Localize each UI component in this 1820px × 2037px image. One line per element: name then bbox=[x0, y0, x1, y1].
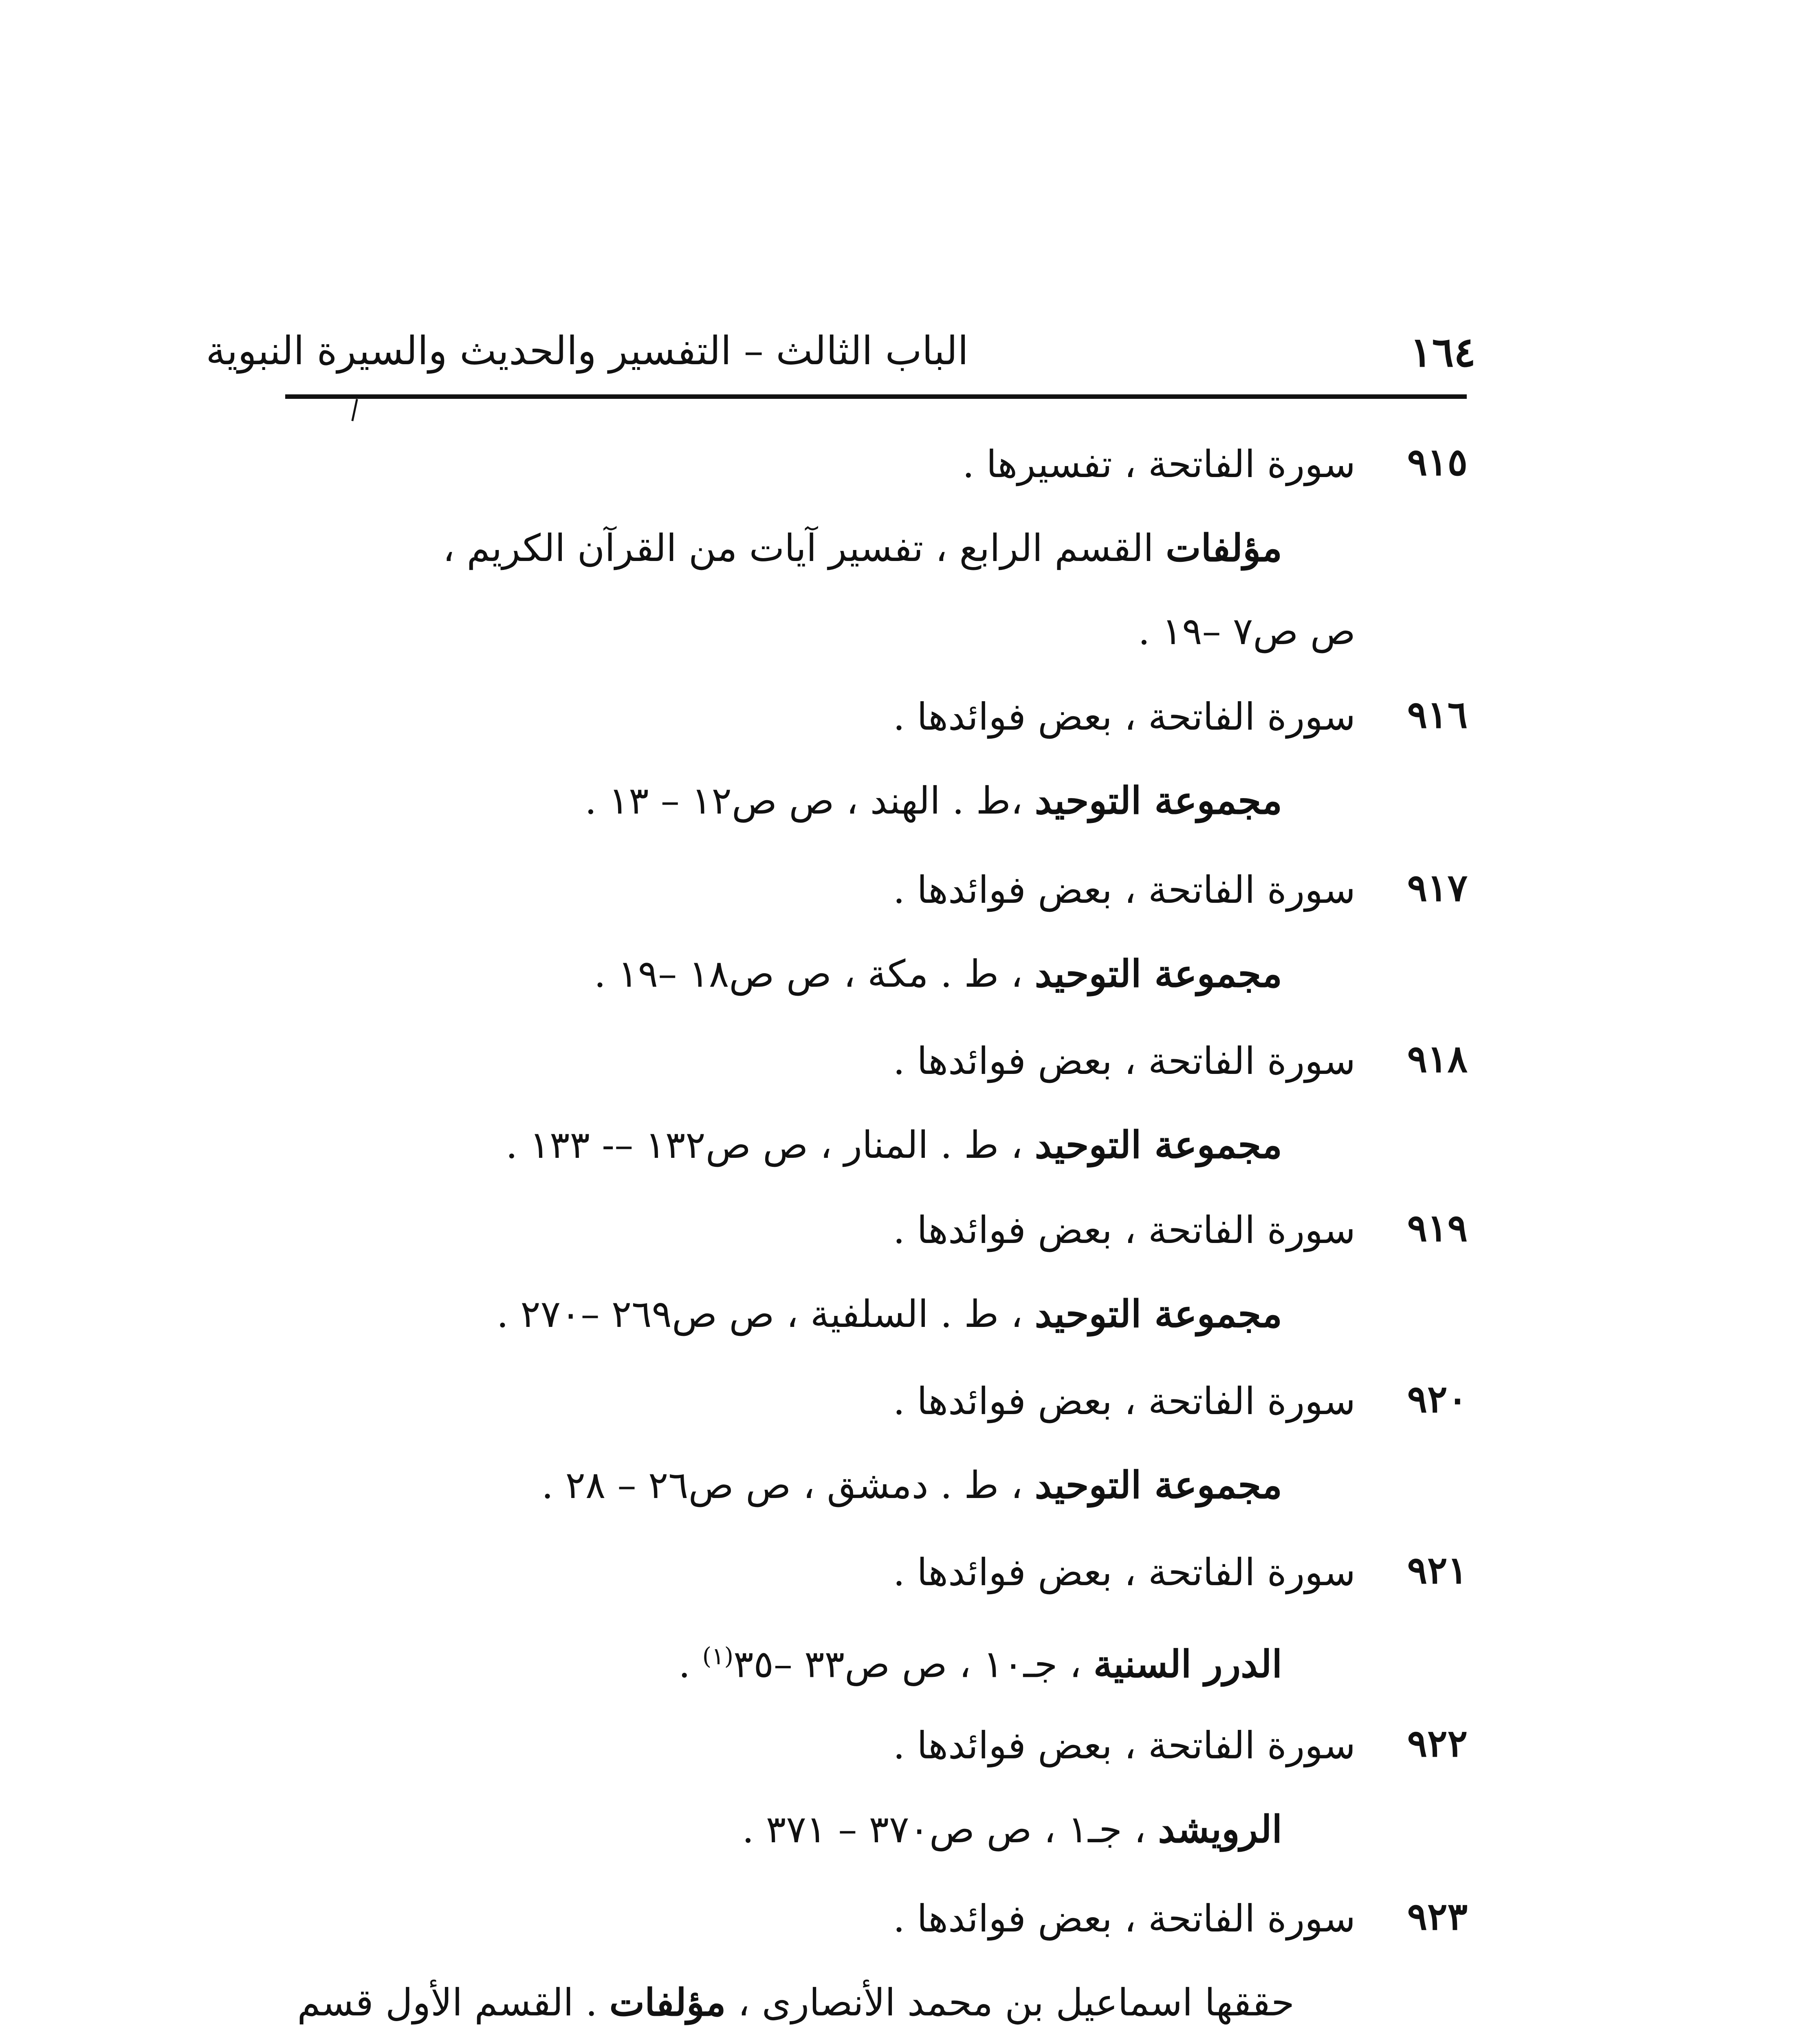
entry-source bbox=[297, 1978, 1294, 2027]
entry-source bbox=[678, 1632, 1282, 1689]
entry-title: سورة الفاتحة ، بعض فوائدها . bbox=[893, 1039, 1356, 1083]
source-name: الدرر السنية bbox=[1093, 1642, 1282, 1686]
source-detail: ، جـ١ ، ص ص٣٧٠ – ٣٧١ . bbox=[742, 1808, 1158, 1851]
entry-source bbox=[443, 524, 1282, 573]
entry-title: سورة الفاتحة ، بعض فوائدها . bbox=[893, 1379, 1356, 1423]
entry-number: ٩٢١ bbox=[1407, 1548, 1468, 1592]
source-name: مجموعة التوحيد bbox=[1034, 1292, 1282, 1336]
pen-mark bbox=[351, 399, 358, 421]
source-detail: ،ط . الهند ، ص ص١٢ – ١٣ . bbox=[585, 779, 1035, 823]
source-name: مجموعة التوحيد bbox=[1034, 1123, 1282, 1167]
source-name: مجموعة التوحيد bbox=[1034, 1463, 1282, 1507]
source-prefix: حققها اسماعيل بن محمد الأنصارى ، bbox=[726, 1981, 1294, 2024]
entry-source bbox=[541, 1461, 1282, 1510]
footnote-marker: (١) bbox=[702, 1642, 734, 1670]
source-detail: ، ط . المنار ، ص ص١٣٢ –- ١٣٣ . bbox=[506, 1123, 1035, 1167]
entry-number: ٩١٩ bbox=[1407, 1206, 1468, 1250]
page-number: ١٦٤ bbox=[1410, 328, 1476, 376]
header-rule bbox=[285, 394, 1467, 399]
entry-source bbox=[506, 1120, 1282, 1170]
entry-source bbox=[742, 1805, 1282, 1854]
entry-source bbox=[497, 1289, 1282, 1339]
entry-number: ٩١٧ bbox=[1407, 866, 1468, 910]
entry-title: سورة الفاتحة ، بعض فوائدها . bbox=[893, 1724, 1356, 1767]
entry-title: سورة الفاتحة ، بعض فوائدها . bbox=[893, 695, 1356, 739]
entry-number: ٩١٥ bbox=[1407, 440, 1468, 484]
source-name: مجموعة التوحيد bbox=[1034, 779, 1282, 823]
source-name: مجموعة التوحيد bbox=[1034, 952, 1282, 996]
entry-title: سورة الفاتحة ، تفسيرها . bbox=[962, 442, 1356, 486]
source-name: مؤلفات bbox=[609, 1980, 726, 2024]
source-detail: ، جـ١٠ ، ص ص٣٣ –٣٥ bbox=[733, 1642, 1094, 1686]
entry-number: ٩٢٣ bbox=[1407, 1894, 1468, 1938]
source-detail: . القسم الأول قسم bbox=[297, 1981, 610, 2024]
entry-number: ٩١٦ bbox=[1407, 693, 1468, 737]
source-detail: ، ط . مكة ، ص ص١٨ –١٩ . bbox=[594, 952, 1035, 996]
entry-source bbox=[585, 776, 1282, 825]
source-end: . bbox=[678, 1642, 702, 1686]
source-detail: القسم الرابع ، تفسير آيات من القرآن الكريم ، bbox=[442, 526, 1166, 570]
running-header-title: الباب الثالث – التفسير والحديث والسيرة النبوية bbox=[206, 328, 968, 374]
entry-number: ٩١٨ bbox=[1407, 1037, 1468, 1081]
entry-title: سورة الفاتحة ، بعض فوائدها . bbox=[893, 1551, 1356, 1594]
entry-title: سورة الفاتحة ، بعض فوائدها . bbox=[893, 1208, 1356, 1252]
source-detail: ، ط . السلفية ، ص ص٢٦٩ –٢٧٠ . bbox=[496, 1292, 1035, 1336]
source-detail: ، ط . دمشق ، ص ص٢٦ – ٢٨ . bbox=[541, 1463, 1035, 1507]
entry-title: سورة الفاتحة ، بعض فوائدها . bbox=[893, 868, 1356, 912]
source-name: الرويشد bbox=[1158, 1807, 1282, 1851]
source-name: مؤلفات bbox=[1165, 526, 1282, 570]
entry-continuation: ص ص٧ –١٩ . bbox=[1138, 609, 1356, 653]
entry-source bbox=[594, 949, 1282, 999]
entry-title: سورة الفاتحة ، بعض فوائدها . bbox=[893, 1897, 1356, 1940]
entry-number: ٩٢٢ bbox=[1407, 1721, 1468, 1765]
entry-number: ٩٢٠ bbox=[1407, 1377, 1468, 1421]
